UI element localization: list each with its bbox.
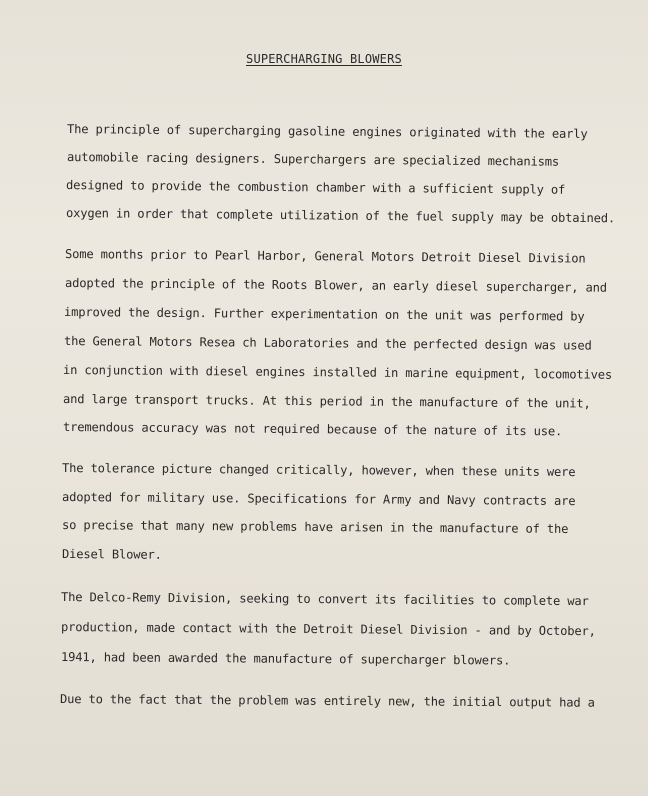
text-line: adopted the principle of the Roots Blower, an early diesel supercharger, and: [64, 276, 608, 295]
text-line: oxygen in order that complete utilization of the fuel supply may be obtained.: [65, 206, 616, 226]
text-line: production, made contact with the Detroit Diesel Division - and by October,: [60, 620, 596, 639]
page-title: SUPERCHARGING BLOWERS: [246, 52, 402, 66]
text-line: adopted for military use. Specifications for Army and Navy contracts are: [61, 490, 576, 509]
text-line: so precise that many new problems have arisen in the manufacture of the: [61, 518, 569, 536]
text-line: Due to the fact that the problem was entirely new, the initial output had a: [59, 692, 595, 710]
text-line: the General Motors Resea ch Laboratories and the perfected design was used: [63, 334, 592, 353]
text-line: in conjunction with diesel engines installed in marine equipment, locomotives: [62, 363, 613, 382]
text-line: The principle of supercharging gasoline engines originated with the early: [66, 122, 588, 141]
text-line: Diesel Blower.: [61, 547, 162, 562]
text-line: 1941, had been awarded the manufacture of supercharger blowers.: [60, 650, 511, 668]
text-line: tremendous accuracy was not required because of the nature of its use.: [62, 420, 563, 439]
text-line: Some months prior to Pearl Harbor, General Motors Detroit Diesel Division: [64, 247, 586, 266]
text-line: designed to provide the combustion chamber with a sufficient supply of: [65, 178, 566, 197]
text-line: improved the design. Further experimentation on the unit was performed by: [63, 305, 585, 324]
text-line: The tolerance picture changed critically, however, when these units were: [61, 461, 576, 480]
text-line: and large transport trucks. At this period in the manufacture of the unit,: [62, 392, 591, 411]
text-line: automobile racing designers. Superchargers are specialized mechanisms: [66, 150, 560, 169]
text-line: The Delco-Remy Division, seeking to convert its facilities to complete war: [60, 590, 589, 609]
